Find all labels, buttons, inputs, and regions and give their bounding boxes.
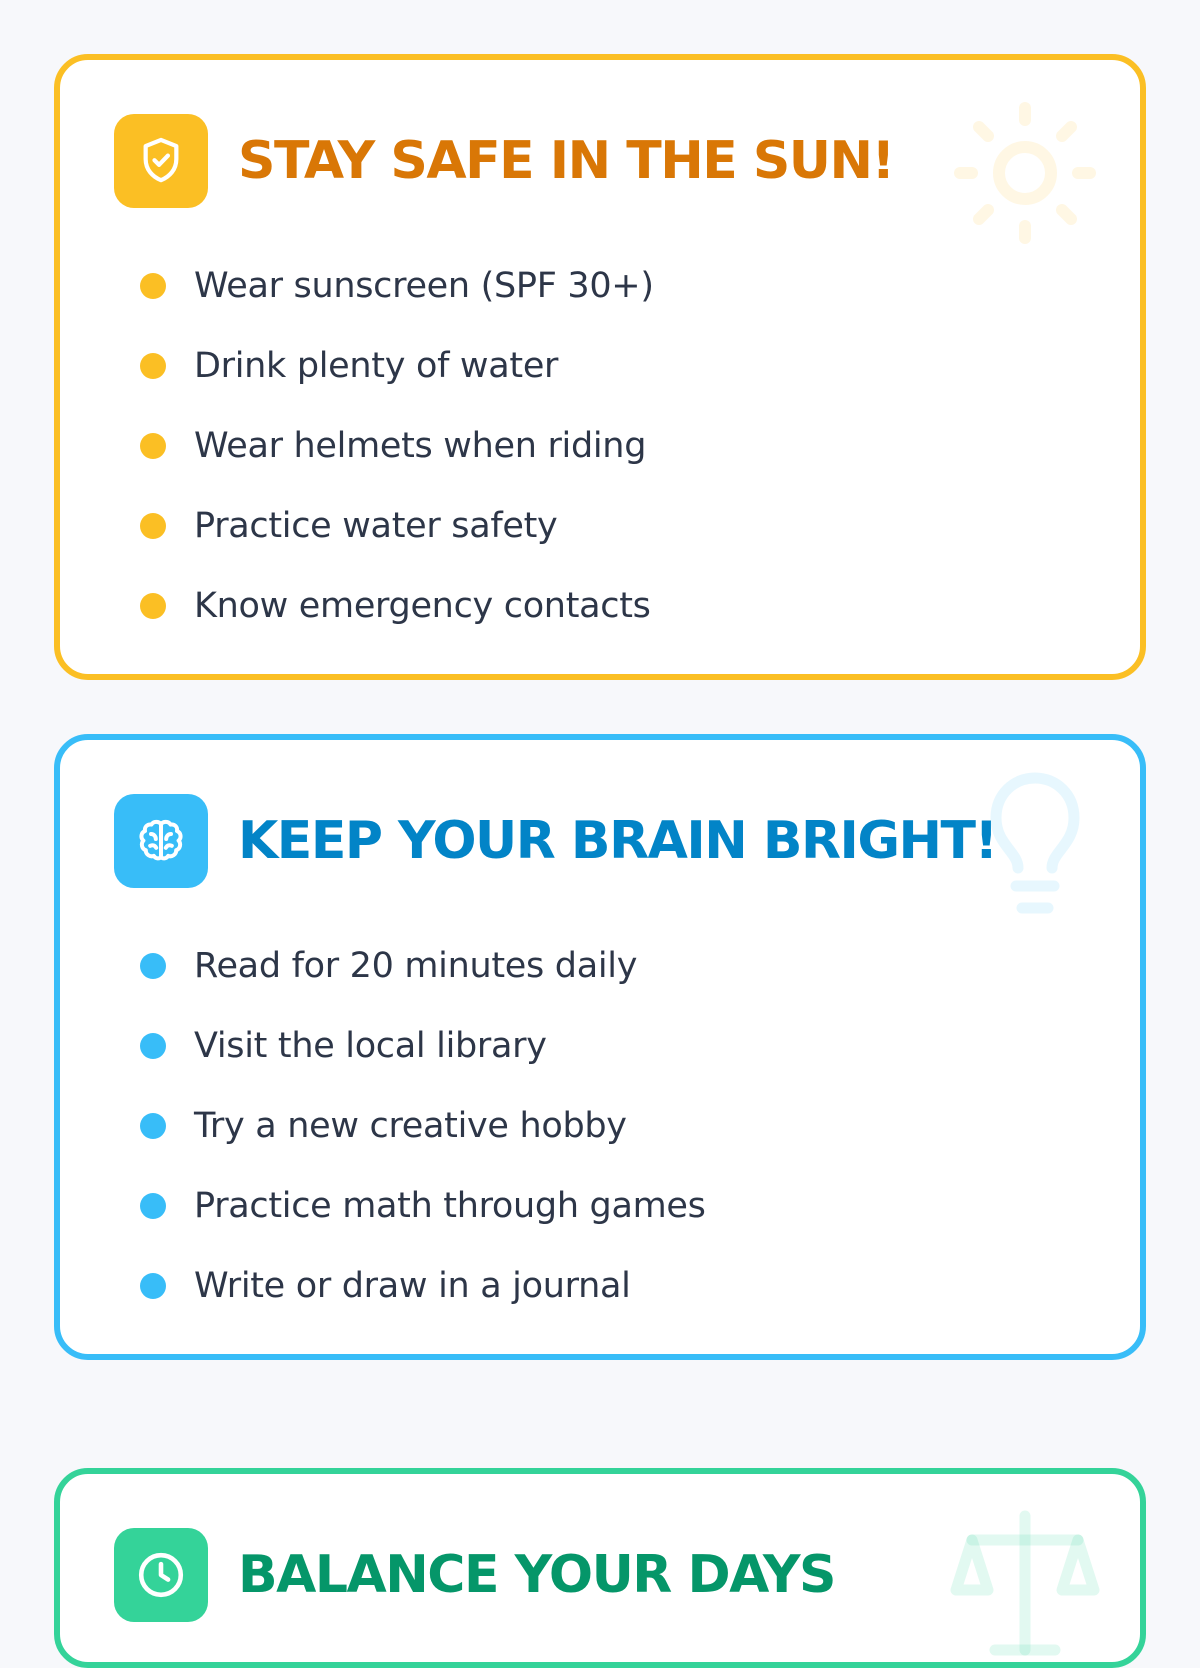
list-item bbox=[140, 1006, 706, 1086]
scale-icon bbox=[950, 1510, 1100, 1660]
bullet-dot bbox=[140, 593, 166, 619]
list-item bbox=[140, 1246, 706, 1326]
bullet-dot bbox=[140, 433, 166, 459]
tip-text: Visit the local library bbox=[194, 1026, 547, 1066]
tip-text: Wear helmets when riding bbox=[194, 426, 647, 466]
sun-icon bbox=[950, 98, 1100, 248]
bullet-dot bbox=[140, 353, 166, 379]
safety-tips-list bbox=[140, 246, 654, 646]
bullet-dot bbox=[140, 1193, 166, 1219]
tip-text: Read for 20 minutes daily bbox=[194, 946, 638, 986]
brain-tips-list bbox=[140, 926, 706, 1326]
bullet-dot bbox=[140, 1113, 166, 1139]
safety-card-title: STAY SAFE IN THE SUN! bbox=[238, 131, 894, 191]
list-item bbox=[140, 1166, 706, 1246]
safety-card bbox=[54, 54, 1146, 680]
brain-card-title: KEEP YOUR BRAIN BRIGHT! bbox=[238, 811, 997, 871]
list-item bbox=[140, 486, 654, 566]
list-item bbox=[140, 326, 654, 406]
brain-card bbox=[54, 734, 1146, 1360]
tip-text: Write or draw in a journal bbox=[194, 1266, 631, 1306]
tip-text: Practice water safety bbox=[194, 506, 558, 546]
brain-icon bbox=[135, 817, 187, 865]
bullet-dot bbox=[140, 513, 166, 539]
bullet-dot bbox=[140, 1273, 166, 1299]
list-item bbox=[140, 246, 654, 326]
tip-text: Drink plenty of water bbox=[194, 346, 559, 386]
bullet-dot bbox=[140, 953, 166, 979]
tip-text: Try a new creative hobby bbox=[194, 1106, 627, 1146]
balance-card bbox=[54, 1468, 1146, 1668]
list-item bbox=[140, 1086, 706, 1166]
tip-text: Wear sunscreen (SPF 30+) bbox=[194, 266, 654, 306]
shield-check-icon bbox=[138, 136, 184, 186]
balance-card-title: BALANCE YOUR DAYS bbox=[238, 1545, 835, 1605]
brain-icon-badge bbox=[114, 794, 208, 888]
safety-icon-badge bbox=[114, 114, 208, 208]
list-item bbox=[140, 926, 706, 1006]
balance-icon-badge bbox=[114, 1528, 208, 1622]
list-item bbox=[140, 406, 654, 486]
list-item bbox=[140, 566, 654, 646]
bullet-dot bbox=[140, 273, 166, 299]
tip-text: Practice math through games bbox=[194, 1186, 706, 1226]
tip-text: Know emergency contacts bbox=[194, 586, 651, 626]
clock-icon bbox=[136, 1550, 186, 1600]
bullet-dot bbox=[140, 1033, 166, 1059]
